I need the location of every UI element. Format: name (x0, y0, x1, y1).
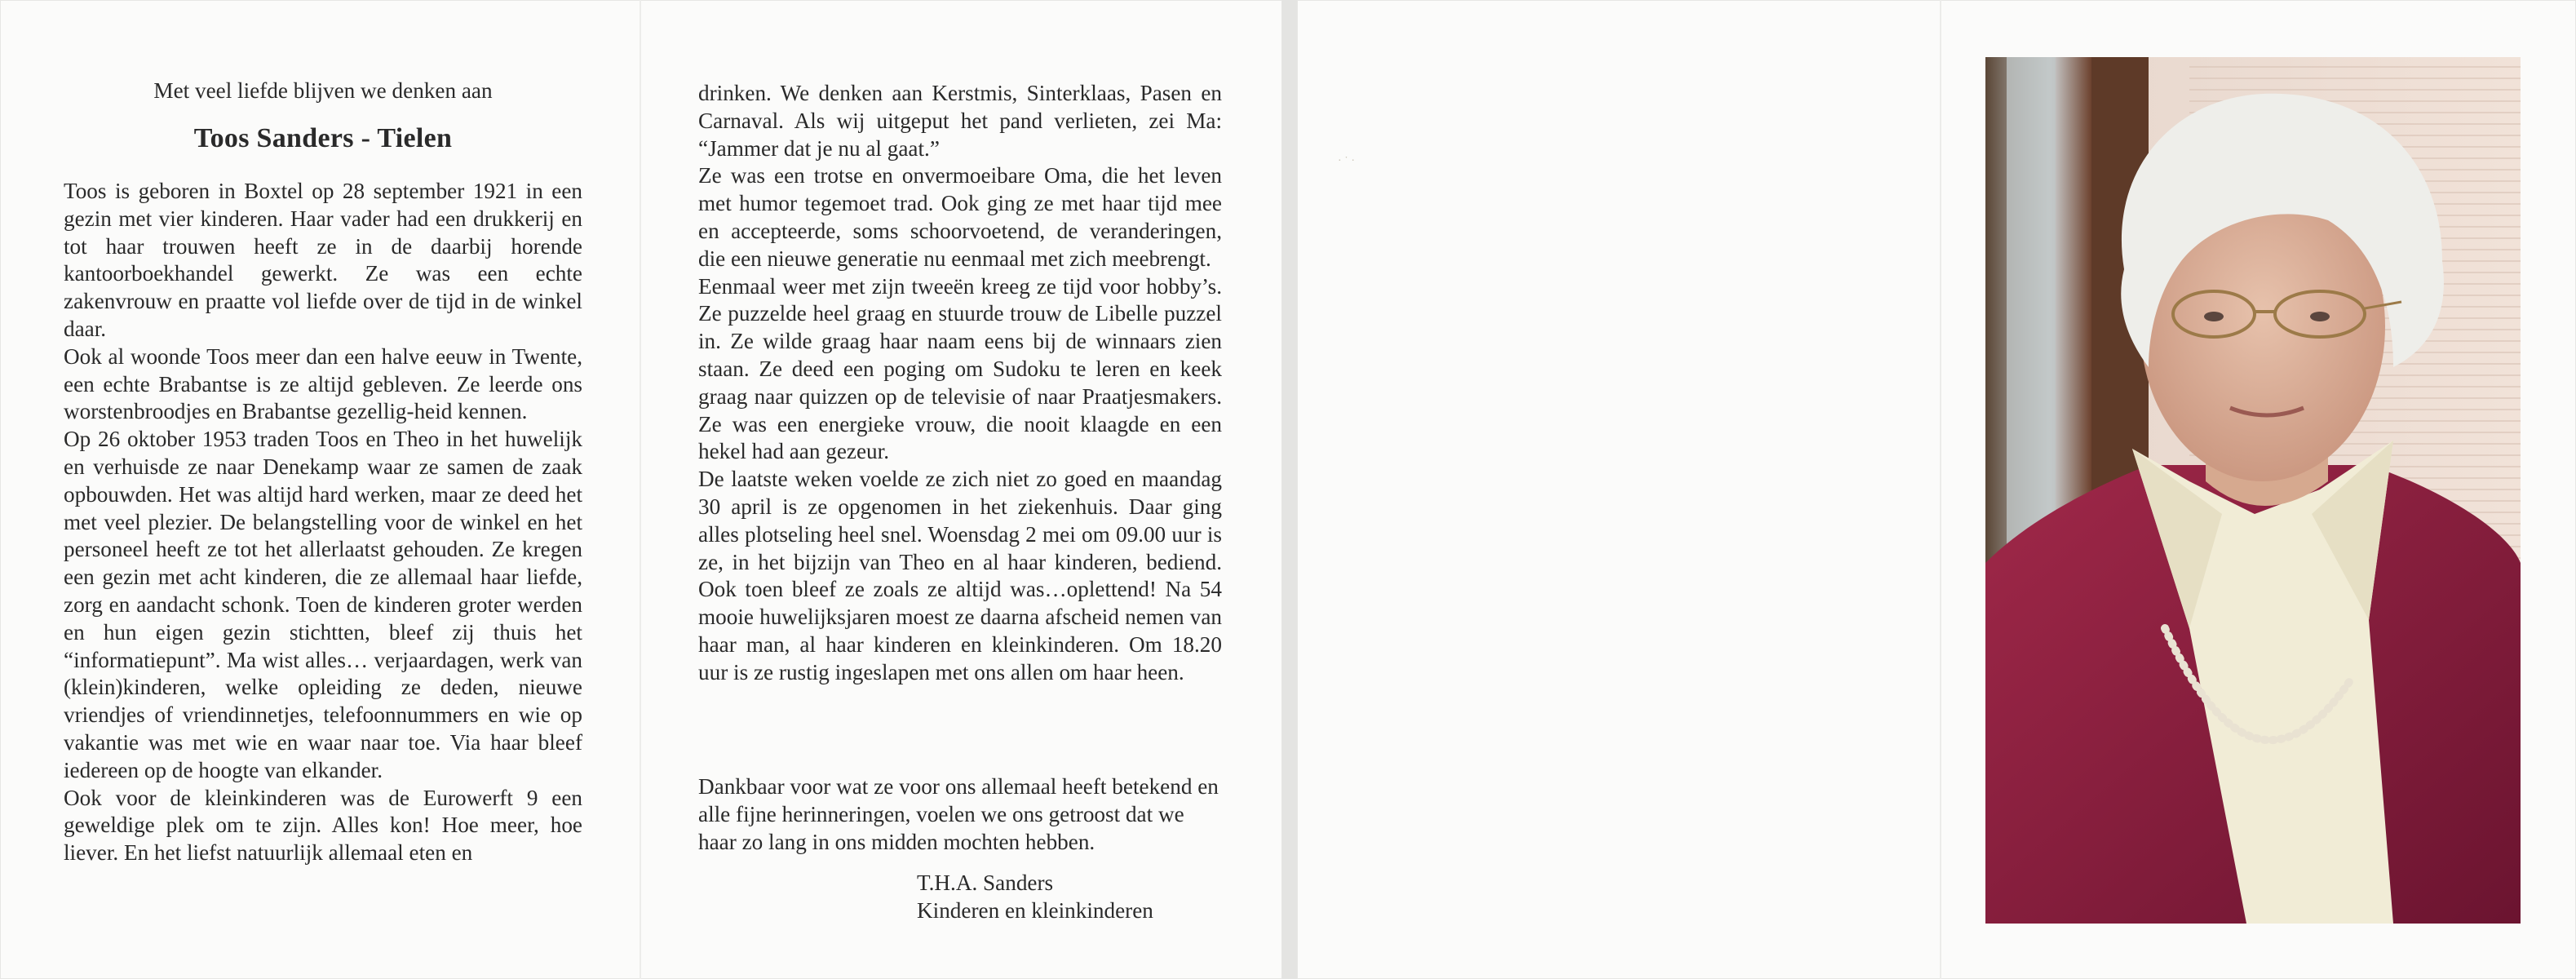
paragraph: Toos is geboren in Boxtel op 28 september 1921 in een gezin met vier kinderen. Haar vader had een drukkerij en tot haar trouwen heeft ze in de daarbij horende kantoorboekhandel gewerkt. Ze was een echte zakenvrouw en praatte vol liefde over de tijd in de winkel daar. (64, 179, 582, 341)
paragraph: Eenmaal weer met zijn tweeën kreeg ze tijd voor hobby’s. Ze puzzelde heel graag en stuurde trouw de Libelle puzzel in. Ze wilde graag haar naam eens bij de winnaars zien staan. Ze deed een poging om Sudoku te leren en keek graag naar quizzen op de televisie of naar Praatjesmakers. Ze was een energieke vrouw, die nooit klaagde en een hekel had aan gezeur. (698, 273, 1222, 464)
paragraph: Op 26 oktober 1953 traden Toos en Theo in het huwelijk en verhuisde ze naar Denekamp waar ze samen de zaak opbouwden. Het was altijd hard werken, maar ze deed het met veel plezier. De belangstelling voor de winkel en het personeel heeft ze tot het allerlaatst gehouden. Ze kregen een gezin met acht kinderen, die ze allemaal haar liefde, zorg en aandacht schonk. Toen de kinderen groter werden en hun eigen gezin stichtten, bleef zij thuis het “informatiepunt”. Ma wist alles… verjaardagen, werk van (klein)kinderen, welke opleiding ze deden, nieuwe vriendjes of vriendinnetjes, telefoonnummers en wie op vakantie was met wie en waar naar toe. Via haar bleef iedereen op de hoogte van elkander. (64, 427, 582, 782)
paragraph: De laatste weken voelde ze zich niet zo goed en maandag 30 april is ze opgenomen in het ziekenhuis. Daar ging alles plotseling heel snel. Woensdag 2 mei om 09.00 uur is ze, in het bijzijn van Theo en al haar kinderen, bediend. Ook toen bleef ze zoals ze altijd was…oplettend! Na 54 mooie huwelijksjaren moest ze daarna afscheid nemen van haar man, al haar kinderen en kleinkinderen. Om 18.20 uur is ze rustig ingeslapen met ons allen om haar heen. (698, 467, 1222, 684)
thanks-paragraph: Dankbaar voor wat ze voor ons allemaal heeft betekend en alle fijne herinneringen, voelen we ons getroost dat we haar zo lang in ons midden mochten hebben. (698, 774, 1219, 854)
intro-line: Met veel liefde blijven we denken aan (153, 78, 493, 103)
paragraph: drinken. We denken aan Kerstmis, Sinterklaas, Pasen en Carnaval. Als wij uitgeput het pand verlieten, zei Ma: “Jammer dat je nu al gaat.” (698, 81, 1222, 161)
paragraph: Ze was een trotse en onvermoeibare Oma, die het leven met humor tegemoet trad. Ook ging ze met haar tijd mee en accepteerde, soms schoorvoetend, de veranderingen, die een nieuwe generatie nu eenmaal met zich meebrengt. (698, 163, 1222, 271)
paper-specks: · ˙ · (1338, 155, 1355, 167)
card-inner-spread (0, 0, 1282, 979)
text-column-right (698, 80, 1222, 687)
paragraph: Ook voor de kleinkinderen was de Eurowerft 9 een geweldige plek om te zijn. Alles kon! Hoe meer, hoe liever. En het liefst natuurlijk allemaal eten en (64, 785, 582, 866)
text-column-left (64, 178, 582, 867)
portrait-illustration (1985, 57, 2521, 924)
signature-line-2: Kinderen en kleinkinderen (917, 897, 1153, 923)
signature-block (917, 870, 1227, 925)
fold-line (640, 0, 641, 979)
fold-line (1940, 0, 1941, 979)
portrait-photo (1985, 57, 2521, 924)
deceased-name: Toos Sanders - Tielen (193, 123, 453, 153)
signature-line-1: T.H.A. Sanders (917, 870, 1054, 895)
paragraph: Ook al woonde Toos meer dan een halve eeuw in Twente, een echte Brabantse is ze altijd gebleven. Ze leerde ons worstenbroodjes en Brabantse gezellig-heid kennen. (64, 343, 582, 424)
